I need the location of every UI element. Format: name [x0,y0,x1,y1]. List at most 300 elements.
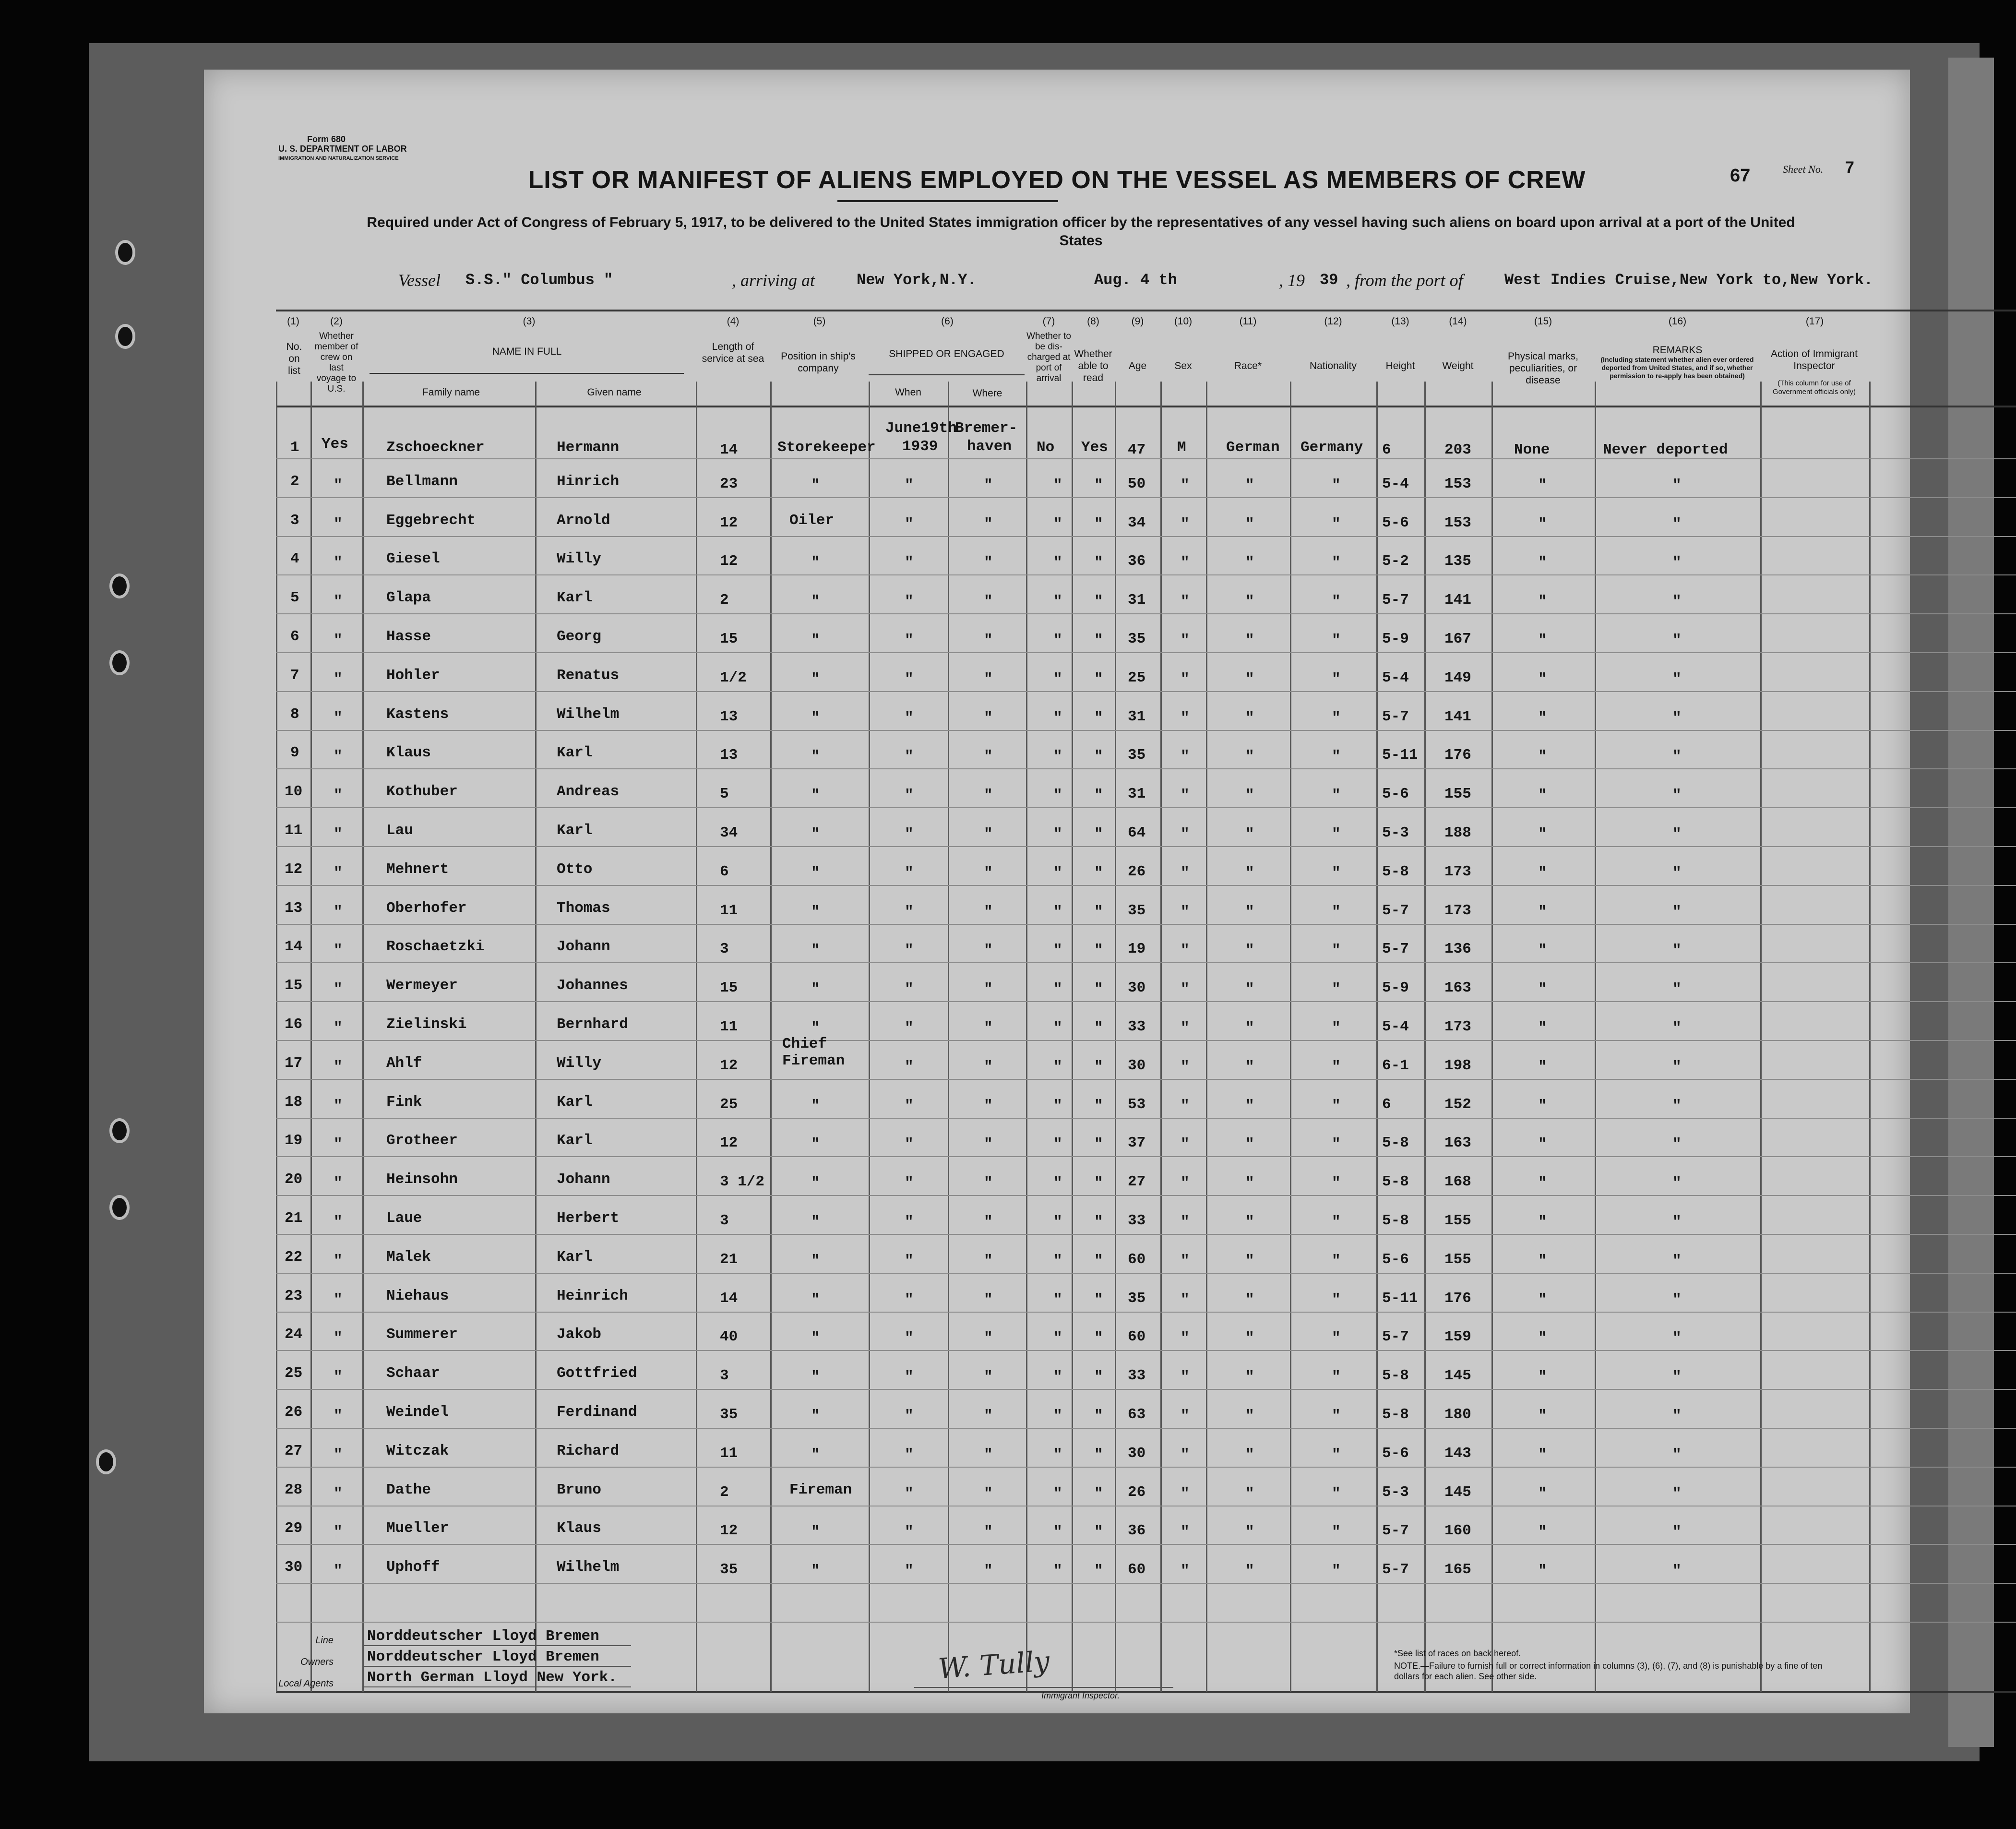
given-name: Klaus [557,1520,602,1537]
where-ditto: " [984,1524,993,1541]
age: 36 [1128,553,1146,570]
nationality-ditto: " [1332,1136,1341,1153]
col-action-note: (This column for use of Government officials only) [1772,379,1856,396]
weight: 188 [1444,825,1471,841]
when-ditto: " [905,1059,914,1076]
physical-ditto: " [1538,826,1547,843]
service-length: 40 [720,1328,738,1345]
service-length: 12 [720,1057,738,1074]
where-ditto: " [984,1175,993,1192]
race-ditto: " [1245,1485,1254,1502]
physical-ditto: " [1538,516,1547,533]
remarks-ditto: " [1672,1563,1682,1579]
sheet-number: 7 [1845,158,1854,177]
read-ditto: " [1094,671,1103,688]
where-ditto: " [984,826,993,843]
race-ditto: " [1245,1408,1254,1424]
remarks-ditto: " [1672,1524,1682,1541]
read-ditto: " [1094,1524,1103,1541]
binder-hole [109,1118,130,1143]
where-ditto: " [984,1563,993,1579]
race-ditto: " [1245,516,1254,533]
from-port: West Indies Cruise,New York to,New York. [1504,271,1873,289]
height: 6-1 [1382,1057,1409,1074]
remarks-ditto: " [1672,1098,1682,1114]
nationality-ditto: " [1332,1291,1341,1308]
member-ditto: " [334,1369,343,1386]
shipped-header-rule [869,374,1025,375]
nationality-ditto: " [1332,826,1341,843]
member-ditto: " [334,981,343,998]
sex-ditto: " [1181,1291,1190,1308]
when-ditto: " [905,865,914,882]
discharged-ditto: " [1053,516,1062,533]
age: 60 [1128,1561,1146,1578]
read-ditto: " [1094,554,1103,571]
when-ditto: " [905,1291,914,1308]
remarks-ditto: " [1672,1175,1682,1192]
row-rule [276,1118,2016,1119]
read-ditto: " [1094,981,1103,998]
nationality-ditto: " [1332,1059,1341,1076]
column-rule [770,382,772,1692]
member-ditto: " [334,1136,343,1153]
col-action-header: Action of Immigrant Inspector [1771,348,1858,371]
weight: 152 [1444,1096,1471,1113]
given-name: Johann [557,938,610,955]
given-name: Richard [557,1443,620,1459]
where-ditto: " [984,1446,993,1463]
row-number: 13 [285,900,303,917]
given-name: Karl [557,1094,593,1111]
weight: 141 [1444,592,1471,609]
service-length: 21 [720,1251,738,1268]
row-number: 26 [285,1404,303,1421]
row-rule [276,1389,2016,1390]
col-height-header: Height [1385,360,1415,371]
read-ditto: " [1094,904,1103,920]
height: 5-8 [1382,1135,1409,1151]
when-ditto: " [905,554,914,571]
read-ditto: " [1094,1563,1103,1579]
position-ditto: " [811,942,820,959]
height: 5-4 [1382,476,1409,492]
where-ditto: " [984,1291,993,1308]
physical-ditto: " [1538,865,1547,882]
height: 5-7 [1382,1561,1409,1578]
race-ditto: " [1245,1369,1254,1386]
family-name: Hohler [386,667,440,684]
given-name: Gottfried [557,1365,637,1382]
weight: 149 [1444,669,1471,686]
service-length: 2 [720,1484,729,1501]
position-ditto: " [811,1524,820,1541]
family-name: Lau [386,822,413,839]
list-number: 67 [1730,166,1751,186]
sex-ditto: " [1181,865,1190,882]
age: 19 [1128,941,1146,957]
column-rule [948,382,949,1692]
weight: 159 [1444,1328,1471,1345]
given-name: Karl [557,744,593,761]
position-ditto: " [811,554,820,571]
read-ditto: " [1094,477,1103,494]
header-bottom-rule [276,406,2016,407]
column-number: (2) [330,316,343,327]
discharged-ditto: " [1053,1098,1062,1114]
row1-discharged: No [1037,439,1055,456]
family-name: Ahlf [386,1055,422,1072]
family-name: Malek [386,1249,431,1266]
member-ditto: " [334,826,343,843]
binder-hole [115,240,135,265]
age: 33 [1128,1212,1146,1229]
where-ditto: " [984,904,993,920]
where-ditto: " [984,554,993,571]
given-name: Hermann [557,439,620,456]
column-rule [1491,382,1493,1692]
sex-ditto: " [1181,1408,1190,1424]
row1-nationality: Germany [1300,439,1363,456]
remarks-ditto: " [1672,865,1682,882]
physical-ditto: " [1538,1563,1547,1579]
penalty-note: NOTE.—Failure to furnish full or correct information in columns (3), (6), (7), and (8) is punishable by a fine of ten dollars for each alien. See other side. [1394,1661,1823,1681]
family-name: Witczak [386,1443,449,1459]
sex-ditto: " [1181,826,1190,843]
discharged-ditto: " [1053,1136,1062,1153]
member-ditto: " [334,1330,343,1347]
sex-ditto: " [1181,1330,1190,1347]
where-ditto: " [984,1485,993,1502]
column-rule [1376,382,1378,1692]
row-number: 3 [290,512,299,529]
family-name: Schaar [386,1365,440,1382]
read-ditto: " [1094,1330,1103,1347]
nationality-ditto: " [1332,477,1341,494]
weight: 173 [1444,863,1471,880]
col-family-header: Family name [422,387,480,398]
member-ditto: " [334,1020,343,1037]
member-ditto: " [334,593,343,610]
age: 31 [1128,592,1146,609]
height: 5-7 [1382,708,1409,725]
position-ditto: " [811,710,820,727]
owners-rule [362,1666,631,1667]
nationality-ditto: " [1332,787,1341,804]
nationality-ditto: " [1332,942,1341,959]
remarks-ditto: " [1672,748,1682,765]
races-note: *See list of races on back hereof. [1394,1649,1521,1658]
column-rule [362,382,364,1692]
family-name: Oberhofer [386,900,467,917]
col-physical-header: Physical marks, peculiarities, or disease [1507,351,1579,386]
read-ditto: " [1094,787,1103,804]
height: 5-8 [1382,1367,1409,1384]
col-member-header: Whether member of crew on last voyage to U.S. [314,331,358,394]
table-top-rule [276,310,2016,311]
physical-ditto: " [1538,942,1547,959]
row-number: 14 [285,938,303,955]
race-ditto: " [1245,1020,1254,1037]
weight: 198 [1444,1057,1471,1074]
row-number: 30 [285,1559,303,1576]
row1-physical: None [1514,442,1550,458]
height: 5-11 [1382,1290,1418,1307]
row-rule [276,962,2016,963]
arriving-label: , arriving at [732,271,815,290]
read-ditto: " [1094,1446,1103,1463]
inspector-label: Immigrant Inspector. [1041,1691,1120,1700]
subtitle: Required under Act of Congress of February 5, 1917, to be delivered to the United States immigration officer by the representatives of any vessel having such aliens on board upon arrival at a port of the United States [367,215,1795,249]
member-ditto: " [334,865,343,882]
age: 35 [1128,902,1146,919]
read-ditto: " [1094,1408,1103,1424]
physical-ditto: " [1538,554,1547,571]
nationality-ditto: " [1332,1253,1341,1269]
column-rule [1026,382,1027,1692]
member-ditto: " [334,1563,343,1579]
where-ditto: " [984,671,993,688]
read-ditto: " [1094,826,1103,843]
col-age-header: Age [1128,360,1147,371]
nationality-ditto: " [1332,710,1341,727]
family-name: Hasse [386,628,431,645]
position-ditto: " [811,593,820,610]
age: 47 [1128,442,1146,458]
nationality-ditto: " [1332,516,1341,533]
age: 30 [1128,980,1146,996]
remarks-ditto: " [1672,942,1682,959]
row1-read: Yes [1081,439,1108,456]
from-label: , from the port of [1346,271,1463,290]
nationality-ditto: " [1332,1485,1341,1502]
page-title: LIST OR MANIFEST OF ALIENS EMPLOYED ON THE VESSEL AS MEMBERS OF CREW [528,166,1586,194]
remarks-ditto: " [1672,981,1682,998]
row-rule [276,1195,2016,1196]
sex-ditto: " [1181,1369,1190,1386]
weight: 176 [1444,1290,1471,1307]
column-number: (5) [813,316,826,327]
race-ditto: " [1245,904,1254,920]
member-ditto: " [334,710,343,727]
age: 33 [1128,1367,1146,1384]
height: 5-9 [1382,631,1409,647]
given-name: Jakob [557,1326,602,1343]
nationality-ditto: " [1332,1524,1341,1541]
column-number: (1) [287,316,299,327]
position-ditto: " [811,865,820,882]
weight: 155 [1444,1212,1471,1229]
family-name: Grotheer [386,1132,458,1149]
where-ditto: " [984,1059,993,1076]
member-ditto: " [334,671,343,688]
row-rule [276,497,2016,498]
given-name: Ferdinand [557,1404,637,1421]
owners-value: Norddeutscher Lloyd Bremen [367,1649,599,1665]
col-no-header: No. on list [286,341,302,376]
sex-ditto: " [1181,942,1190,959]
row-number: 16 [285,1016,303,1033]
column-number: (13) [1391,316,1409,327]
column-rule [276,382,277,1692]
row-rule [276,1467,2016,1468]
discharged-ditto: " [1053,981,1062,998]
weight: 165 [1444,1561,1471,1578]
age: 63 [1128,1406,1146,1423]
where-ditto: " [984,632,993,649]
when-ditto: " [905,1524,914,1541]
row-number: 2 [290,473,299,490]
row-number: 1 [290,439,299,456]
weight: 155 [1444,786,1471,802]
race-ditto: " [1245,1330,1254,1347]
row-rule [276,1079,2016,1080]
row-rule [276,536,2016,537]
service-length: 25 [720,1096,738,1113]
family-name: Eggebrecht [386,512,476,529]
service-length: 11 [720,1445,738,1462]
read-ditto: " [1094,1253,1103,1269]
age: 26 [1128,863,1146,880]
row-number: 10 [285,783,303,800]
nationality-ditto: " [1332,1369,1341,1386]
position-ditto: " [811,1214,820,1231]
physical-ditto: " [1538,1098,1547,1114]
inspector-signature: W. Tully [937,1644,1051,1686]
when-ditto: " [905,671,914,688]
service-length: 3 [720,1367,729,1384]
race-ditto: " [1245,1059,1254,1076]
col-name-header: NAME IN FULL [492,346,562,357]
height: 5-4 [1382,1018,1409,1035]
discharged-ditto: " [1053,1253,1062,1269]
family-name: Giesel [386,550,440,567]
remarks-ditto: " [1672,1408,1682,1424]
remarks-ditto: " [1672,710,1682,727]
service-length: 35 [720,1406,738,1423]
remarks-ditto: " [1672,1330,1682,1347]
when-ditto: " [905,1020,914,1037]
row-number: 23 [285,1288,303,1304]
remarks-ditto: " [1672,554,1682,571]
race-ditto: " [1245,981,1254,998]
where-ditto: " [984,1020,993,1037]
age: 25 [1128,669,1146,686]
discharged-ditto: " [1053,554,1062,571]
discharged-ditto: " [1053,1408,1062,1424]
remarks-ditto: " [1672,1369,1682,1386]
position-ditto: " [811,904,820,920]
service-length: 15 [720,980,738,996]
row-number: 25 [285,1365,303,1382]
given-name: Bernhard [557,1016,628,1033]
when-ditto: " [905,1485,914,1502]
physical-ditto: " [1538,1020,1547,1037]
row-rule [276,574,2016,575]
family-name: Fink [386,1094,422,1111]
given-name: Karl [557,1132,593,1149]
discharged-ditto: " [1053,787,1062,804]
age: 34 [1128,514,1146,531]
line-value: Norddeutscher Lloyd Bremen [367,1628,599,1645]
weight: 163 [1444,1135,1471,1151]
remarks-ditto: " [1672,477,1682,494]
column-number: (12) [1324,316,1342,327]
row1-sex: M [1177,439,1186,456]
row-rule [276,691,2016,692]
where-ditto: " [984,942,993,959]
row-number: 12 [285,861,303,878]
when-ditto: " [905,748,914,765]
position-ditto: " [811,1136,820,1153]
vessel-label: Vessel [398,271,441,290]
row-number: 19 [285,1132,303,1149]
service-length: 23 [720,476,738,492]
race-ditto: " [1245,1136,1254,1153]
remarks-ditto: " [1672,593,1682,610]
given-name: Thomas [557,900,610,917]
remarks-ditto: " [1672,1291,1682,1308]
height: 5-7 [1382,1328,1409,1345]
binder-hole [109,650,130,675]
vessel-name: S.S." Columbus " [465,271,613,289]
binder-hole [109,574,130,598]
age: 60 [1128,1328,1146,1345]
row-rule [276,1273,2016,1274]
family-name: Zielinski [386,1016,467,1033]
physical-ditto: " [1538,593,1547,610]
weight: 160 [1444,1522,1471,1539]
read-ditto: " [1094,1020,1103,1037]
row-rule [276,1001,2016,1002]
family-name: Niehaus [386,1288,449,1304]
column-rule [1160,382,1162,1692]
service-name: IMMIGRATION AND NATURALIZATION SERVICE [278,155,399,161]
column-rule [310,382,312,1692]
member-ditto: " [334,1408,343,1424]
col-remarks-header: REMARKS [1652,345,1703,356]
member-ditto: " [334,1175,343,1192]
column-rule [1424,382,1426,1692]
column-rule [1760,382,1762,1692]
nationality-ditto: " [1332,1175,1341,1192]
weight: 153 [1444,476,1471,492]
row-rule [276,807,2016,808]
row1-race: German [1226,439,1280,456]
given-name: Wilhelm [557,706,620,723]
column-rule [1290,382,1291,1692]
sex-ditto: " [1181,1059,1190,1076]
given-name: Willy [557,1055,602,1072]
discharged-ditto: " [1053,942,1062,959]
remarks-ditto: " [1672,1020,1682,1037]
row1-where-1: Bremer- [955,420,1018,437]
physical-ditto: " [1538,477,1547,494]
remarks-ditto: " [1672,787,1682,804]
nationality-ditto: " [1332,1020,1341,1037]
race-ditto: " [1245,826,1254,843]
discharged-ditto: " [1053,748,1062,765]
read-ditto: " [1094,1136,1103,1153]
service-length: 13 [720,708,738,725]
column-number: (16) [1668,316,1687,327]
read-ditto: " [1094,1291,1103,1308]
column-number: (10) [1174,316,1193,327]
member-ditto: " [334,516,343,533]
discharged-ditto: " [1053,1524,1062,1541]
line-label: Line [315,1635,334,1646]
discharged-ditto: " [1053,865,1062,882]
